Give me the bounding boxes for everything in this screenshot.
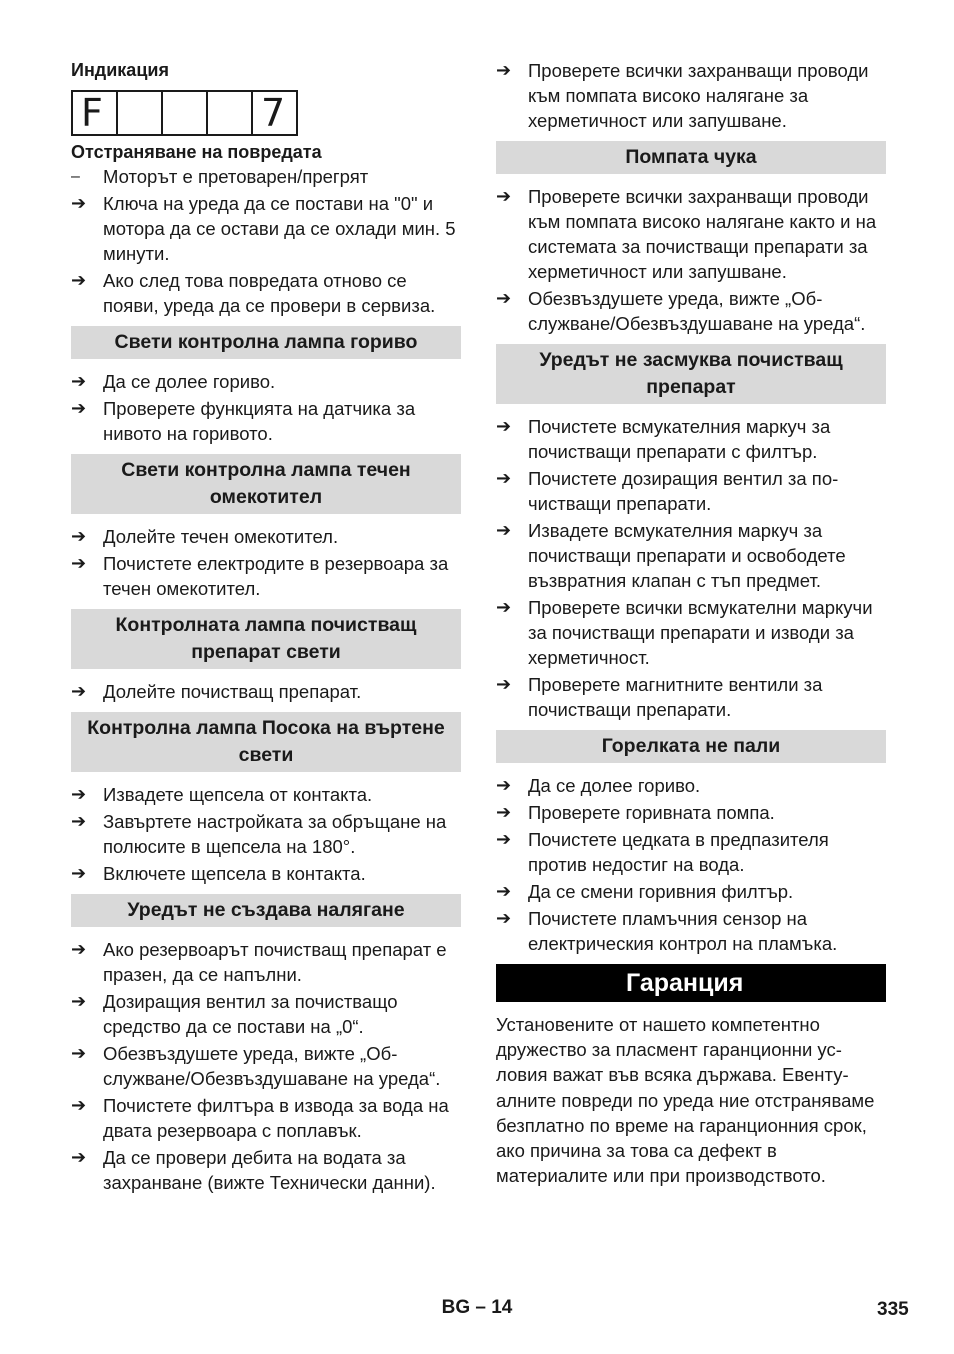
list-item-text: Долейте почистващ препарат. bbox=[103, 681, 362, 702]
list-item-text: Дозиращия вентил за почистващо средство да се постави на „0“. bbox=[103, 991, 398, 1037]
list-item bbox=[71, 989, 461, 1039]
arrow-right-icon: ➔ bbox=[71, 1147, 87, 1167]
list-item bbox=[71, 191, 461, 266]
list-item bbox=[496, 879, 886, 904]
list-item bbox=[71, 1145, 461, 1195]
arrow-right-icon: ➔ bbox=[71, 811, 87, 831]
list-item bbox=[496, 773, 886, 798]
list-item bbox=[496, 906, 886, 956]
arrow-right-icon: ➔ bbox=[496, 908, 512, 928]
list-item-text: Проверете горивната помпа. bbox=[528, 802, 775, 823]
list-item bbox=[496, 414, 886, 464]
remedy-heading: Отстраняване на повредата bbox=[71, 142, 322, 162]
arrow-right-icon: ➔ bbox=[71, 553, 87, 573]
list-item-text: Проверете всички захранващи проводи към помпата високо налягане както и на системата за почистващи препарати за херметичност или запушване. bbox=[528, 186, 877, 282]
arrow-right-icon: ➔ bbox=[71, 939, 87, 959]
section-heading: Помпата чука bbox=[496, 141, 886, 174]
section-heading: Контролна лампа Посока на въртене свети bbox=[71, 712, 461, 772]
arrow-right-icon: ➔ bbox=[496, 802, 512, 822]
arrow-right-icon: ➔ bbox=[71, 784, 87, 804]
list-item bbox=[71, 679, 461, 704]
arrow-right-icon: ➔ bbox=[496, 416, 512, 436]
list-item bbox=[496, 827, 886, 877]
warranty-text: Установените от нашето компетентно дружество за пласмент гаранционни условия важат във всяка държава. Евентуалните повреди по уреда ние отстраняваме безплатно по време на гаранционния срок, ако причина за това са дефект в материалите или при производството. bbox=[496, 1014, 875, 1187]
list-item bbox=[71, 861, 461, 886]
arrow-right-icon: ➔ bbox=[71, 371, 87, 391]
list-item-text: Завъртете настройката за обръщане на полюсите в щепсела на 180°. bbox=[103, 811, 447, 857]
arrow-right-icon: ➔ bbox=[71, 526, 87, 546]
list-item-text: Извадете всмукателния маркуч за почистващи препарати и освободете възвратния клапан с тъп предмет. bbox=[528, 520, 846, 591]
list-item-text: Долейте течен омекотител. bbox=[103, 526, 339, 547]
arrow-right-icon: ➔ bbox=[71, 398, 87, 418]
list-item bbox=[71, 1093, 461, 1143]
arrow-right-icon: ➔ bbox=[496, 186, 512, 206]
cause-item bbox=[71, 164, 461, 189]
list-item-text: Проверете всички всмукателни маркучи за почистващи препарати и изводи за херметичност. bbox=[528, 597, 873, 668]
list-item bbox=[496, 58, 886, 133]
list-item bbox=[496, 672, 886, 722]
list-item-text: Ако след това повредата отново се появи, уреда да се провери в сервиза. bbox=[103, 270, 436, 316]
page-number: 335 bbox=[877, 1299, 909, 1320]
list-item-text: Почистете филтъра в извода за вода на двата резервоара с поплавък. bbox=[103, 1095, 449, 1141]
section-heading: Уредът не засмуква почистващ препарат bbox=[496, 344, 886, 404]
arrow-right-icon: ➔ bbox=[496, 597, 512, 617]
list-item bbox=[496, 184, 886, 284]
arrow-right-icon: ➔ bbox=[496, 60, 512, 80]
list-item-text: Включете щепсела в контакта. bbox=[103, 863, 366, 884]
arrow-right-icon: ➔ bbox=[71, 1095, 87, 1115]
arrow-right-icon: ➔ bbox=[496, 520, 512, 540]
list-item bbox=[496, 286, 886, 336]
list-item-text: Почистете пламъчния сензор на електрическия контрол на пламъка. bbox=[528, 908, 838, 954]
list-item-text: Обезвъздушете уреда, вижте „Обслужване/Обезвъздушаване на уреда“. bbox=[103, 1043, 441, 1089]
section-heading: Горелката не пали bbox=[496, 730, 886, 763]
arrow-right-icon: ➔ bbox=[496, 468, 512, 488]
list-item bbox=[496, 595, 886, 670]
indicator-cell: 7 bbox=[261, 91, 286, 135]
list-item-text: Да се провери дебита на водата за захранване (вижте Технически данни). bbox=[103, 1147, 436, 1193]
arrow-right-icon: ➔ bbox=[496, 881, 512, 901]
list-item-text: Почистете дозиращия вентил за почистващи препарати. bbox=[528, 468, 839, 514]
indicator-cell: F bbox=[73, 92, 118, 134]
right-column bbox=[496, 58, 886, 1188]
arrow-right-icon: ➔ bbox=[71, 681, 87, 701]
list-item-text: Почистете всмукателния маркуч за почистващи препарати с филтър. bbox=[528, 416, 831, 462]
arrow-right-icon: ➔ bbox=[71, 270, 87, 290]
list-item-text: Ако резервоарът почистващ препарат е празен, да се напълни. bbox=[103, 939, 447, 985]
list-item bbox=[496, 518, 886, 593]
list-item-text: Проверете функцията на датчика за нивото на горивото. bbox=[103, 398, 416, 444]
arrow-right-icon: ➔ bbox=[496, 829, 512, 849]
indicator-cell bbox=[163, 92, 208, 134]
list-item bbox=[71, 369, 461, 394]
list-item bbox=[71, 782, 461, 807]
list-item bbox=[71, 1041, 461, 1091]
section-heading: Свети контролна лампа течен омекотител bbox=[71, 454, 461, 514]
list-item-text: Проверете магнитните вентили за почистващи препарати. bbox=[528, 674, 823, 720]
page-label: BG – 14 bbox=[441, 1297, 513, 1318]
arrow-right-icon: ➔ bbox=[71, 193, 87, 213]
list-item-text: Ключа на уреда да се постави на "0" и мотора да се остави да се охлади мин. 5 минути. bbox=[103, 193, 456, 264]
list-item-text: Обезвъздушете уреда, вижте „Обслужване/Обезвъздушаване на уреда“. bbox=[528, 288, 866, 334]
list-item bbox=[71, 396, 461, 446]
list-item-text: Да се долее гориво. bbox=[528, 775, 701, 796]
arrow-right-icon: ➔ bbox=[496, 674, 512, 694]
arrow-right-icon: ➔ bbox=[71, 991, 87, 1011]
list-item bbox=[496, 800, 886, 825]
list-item-text: Почистете електродите в резервоара за течен омекотител. bbox=[103, 553, 449, 599]
list-item bbox=[496, 466, 886, 516]
indicator-cell bbox=[118, 92, 163, 134]
indicator-cell bbox=[208, 92, 253, 134]
dash-marker: – bbox=[71, 168, 80, 185]
error-code-display bbox=[71, 90, 298, 136]
list-item bbox=[71, 937, 461, 987]
indicator-heading: Индикация bbox=[71, 60, 169, 80]
list-item-text: Да се смени горивния филтър. bbox=[528, 881, 794, 902]
list-item bbox=[71, 809, 461, 859]
section-heading: Контролната лампа почистващ препарат свети bbox=[71, 609, 461, 669]
list-item bbox=[71, 551, 461, 601]
arrow-right-icon: ➔ bbox=[71, 863, 87, 883]
list-item-text: Да се долее гориво. bbox=[103, 371, 276, 392]
cause-text: Моторът е претоварен/прегрят bbox=[103, 166, 369, 187]
list-item bbox=[71, 268, 461, 318]
list-item-text: Проверете всички захранващи проводи към помпата високо налягане за херметичност или запушване. bbox=[528, 60, 869, 131]
arrow-right-icon: ➔ bbox=[496, 775, 512, 795]
list-item-text: Извадете щепсела от контакта. bbox=[103, 784, 373, 805]
warranty-heading: Гаранция bbox=[496, 964, 886, 1002]
left-column bbox=[71, 58, 461, 1197]
list-item bbox=[71, 524, 461, 549]
list-item-text: Почистете цедката в предпазителя против недостиг на вода. bbox=[528, 829, 829, 875]
section-heading: Свети контролна лампа гориво bbox=[71, 326, 461, 359]
section-heading: Уредът не създава налягане bbox=[71, 894, 461, 927]
arrow-right-icon: ➔ bbox=[496, 288, 512, 308]
arrow-right-icon: ➔ bbox=[71, 1043, 87, 1063]
